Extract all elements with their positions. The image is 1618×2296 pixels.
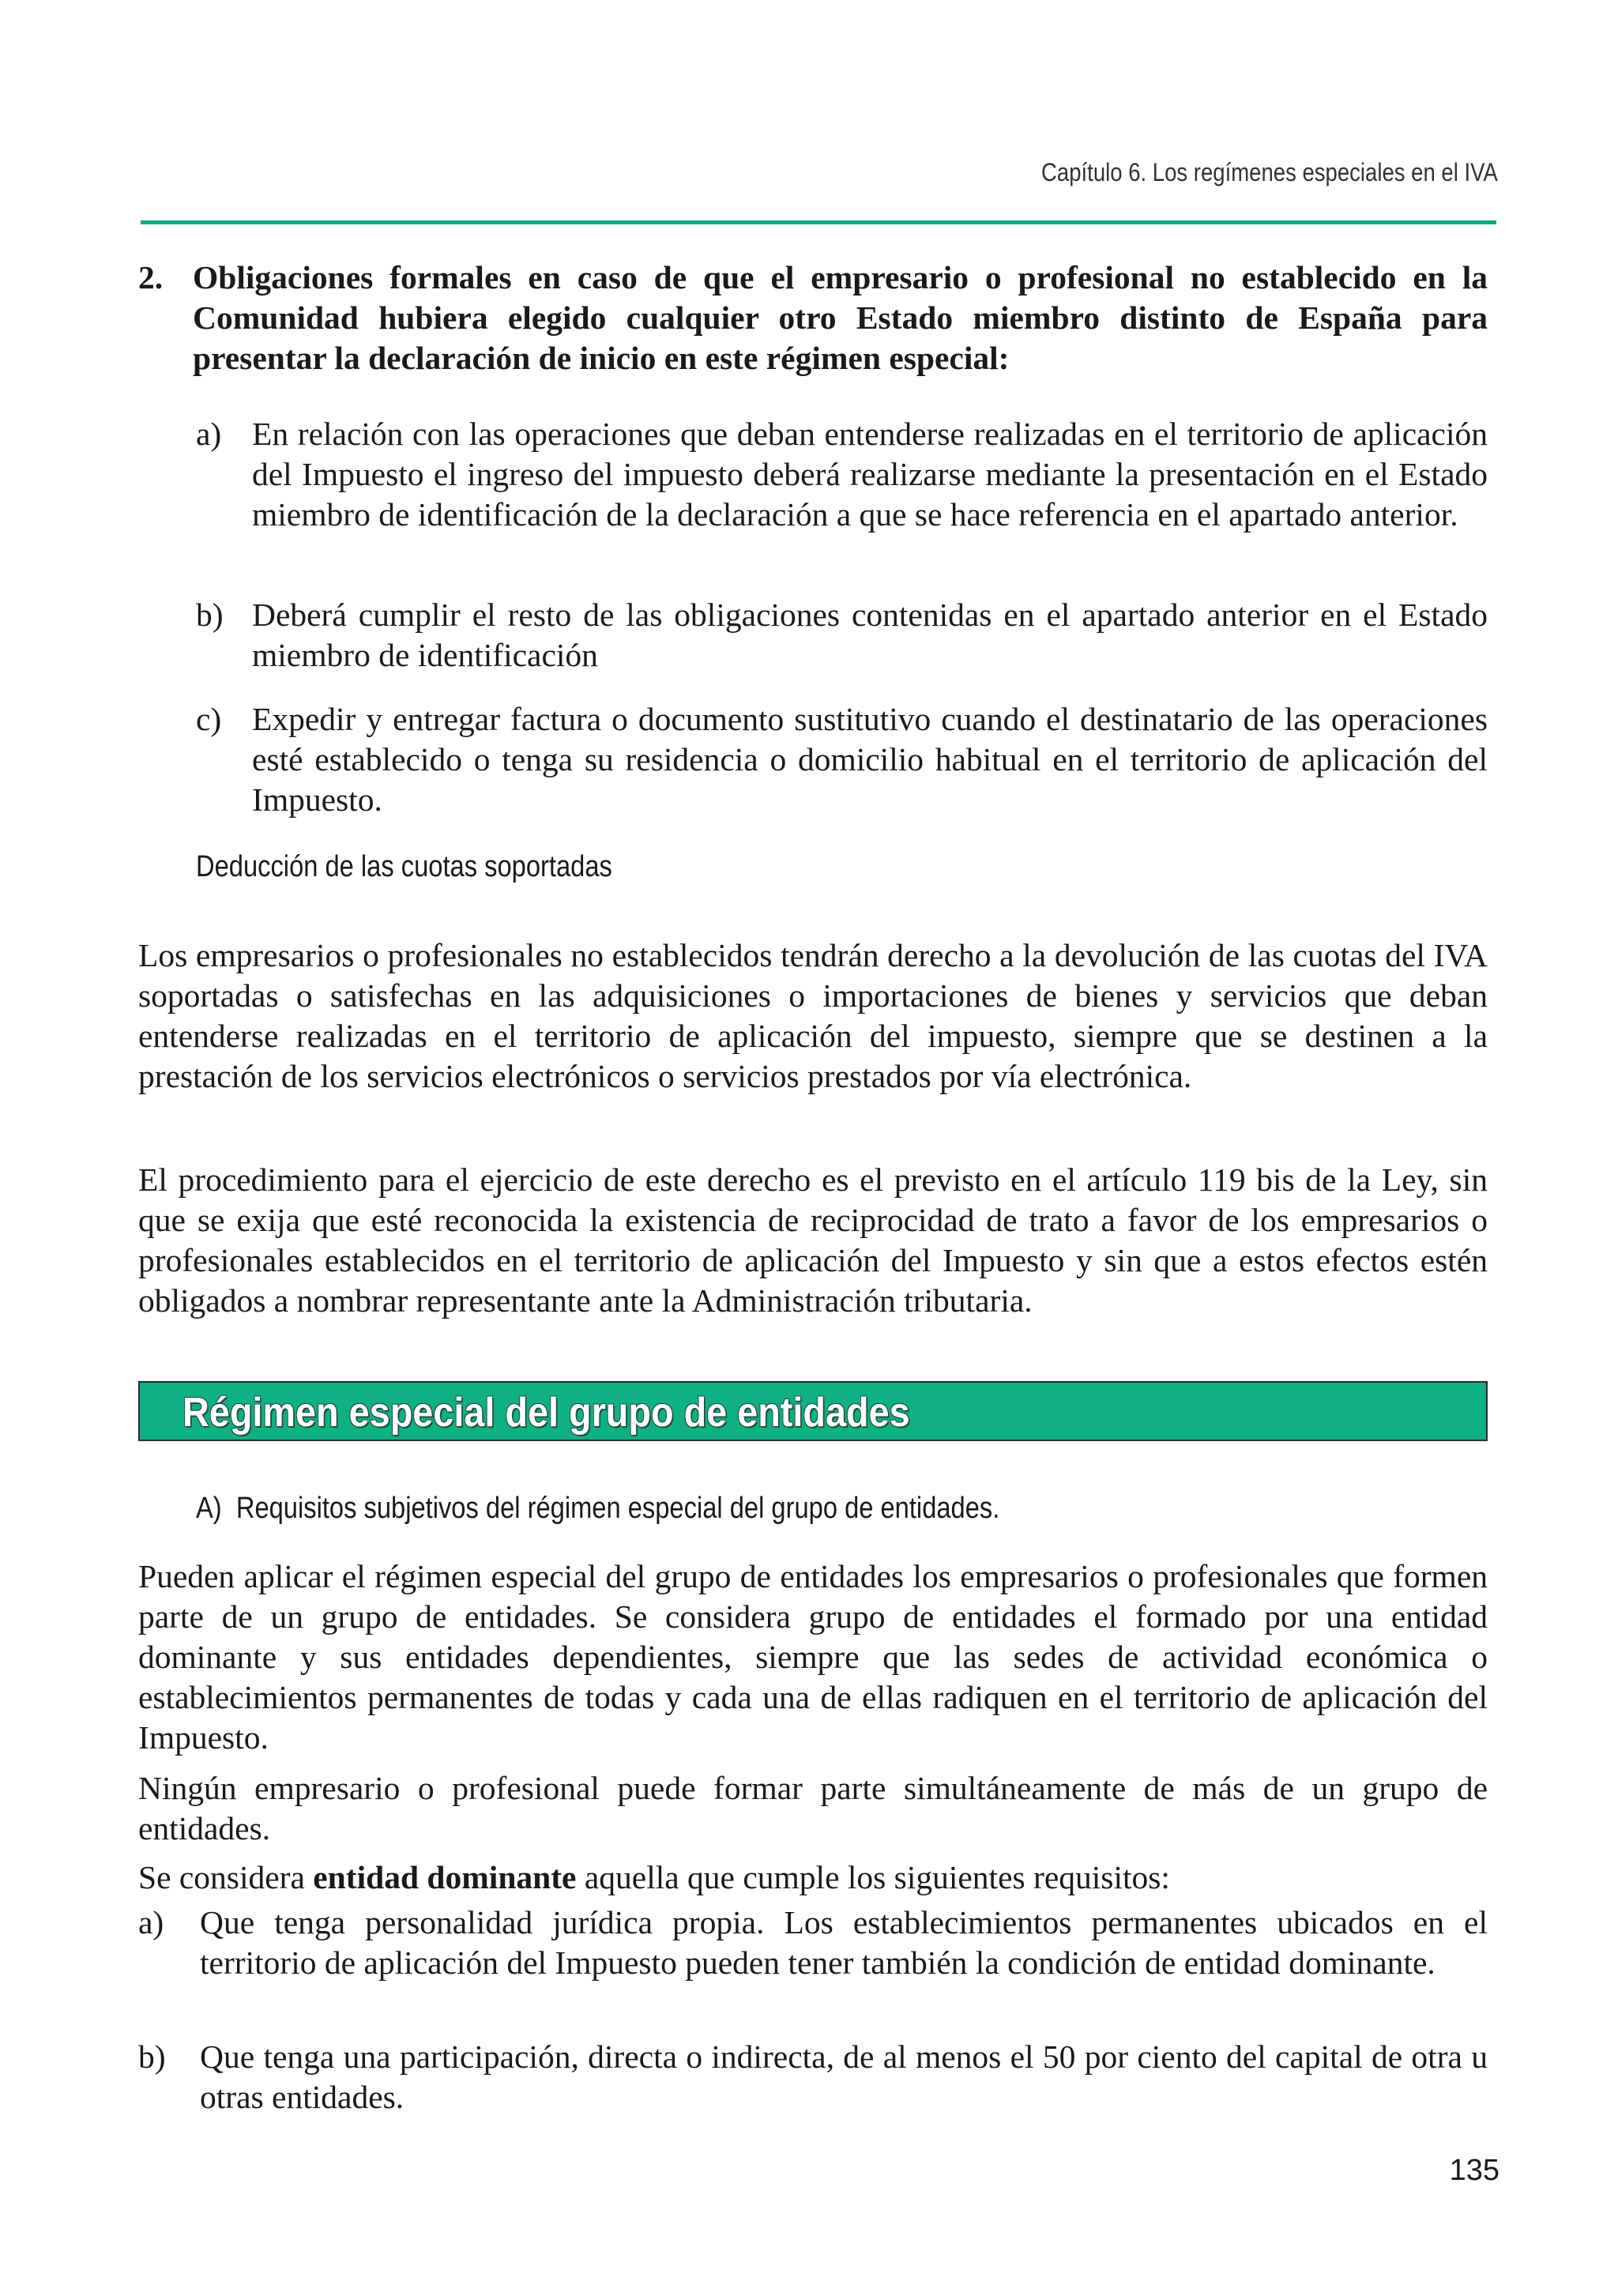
obligations-list-c — [196, 699, 1488, 820]
list-item-text: Que tenga una participación, directa o indirecta, de al menos el 50 por ciento del capital de otra u otras entidades. — [200, 2038, 1488, 2115]
paragraph-suffix: aquella que cumple los siguientes requisitos: — [576, 1859, 1170, 1895]
paragraph-text: Pueden aplicar el régimen especial del grupo de entidades los empresarios o profesionales que formen parte de un grupo de entidades. Se considera grupo de entidades el formado por una entidad dominante y sus entidades dependientes, siempre que las sedes de actividad económica o establecimientos permanentes de todas y cada una de ellas radiquen en el territorio de aplicación del Impuesto. — [138, 1558, 1488, 1756]
obligations-list-b — [196, 595, 1488, 676]
requirements-list — [138, 1903, 1488, 1983]
list-item-text: Deberá cumplir el resto de las obligaciones contenidas en el apartado anterior en el Estado miembro de identificación — [252, 597, 1488, 673]
list-item-text: En relación con las operaciones que deban entenderse realizadas en el territorio de aplicación del Impuesto el ingreso del impuesto deberá realizarse mediante la presentación en el Estado miembro de identificación de la declaración a que se hace referencia en el apartado anterior. — [252, 416, 1488, 533]
paragraph-text: Los empresarios o profesionales no establecidos tendrán derecho a la devolución de las cuotas del IVA soportadas o satisfechas en las adquisiciones o importaciones de bienes y servicios que deban entenderse realizadas en el territorio de aplicación del impuesto, siempre que se destinen a la prestación de los servicios electrónicos o servicios prestados por vía electrónica. — [138, 937, 1488, 1094]
paragraph-text: Ningún empresario o profesional puede formar parte simultáneamente de más de un grupo de entidades. — [138, 1770, 1488, 1846]
item-heading-text: Obligaciones formales en caso de que el empresario o profesional no establecido en la Comunidad hubiera elegido cualquier otro Estado miembro distinto de España para presentar la declaración de inicio en este régimen especial: — [193, 259, 1488, 376]
bold-term: entidad dominante — [313, 1859, 577, 1895]
list-marker: b) — [138, 2038, 166, 2075]
list-item — [138, 1903, 1488, 1983]
list-item — [196, 699, 1488, 820]
section-title: Régimen especial del grupo de entidades — [182, 1390, 910, 1436]
list-item — [138, 2037, 1488, 2117]
page-number: 135 — [1449, 2154, 1499, 2187]
list-item — [196, 595, 1488, 676]
list-item-text: Que tenga personalidad jurídica propia. Los establecimientos permanentes ubicados en el territorio de aplicación del Impuesto pueden tener también la condición de entidad dominante. — [200, 1904, 1488, 1981]
subsection-heading: Deducción de las cuotas soportadas — [196, 850, 612, 883]
requirements-list-b — [138, 2037, 1488, 2117]
section-banner — [138, 1381, 1488, 1441]
running-header: Capítulo 6. Los regímenes especiales en el IVA — [1041, 158, 1498, 186]
list-marker: a) — [138, 1904, 164, 1940]
paragraph-prefix: Se considera — [138, 1859, 314, 1895]
numbered-heading — [138, 258, 1488, 378]
paragraph — [138, 1160, 1488, 1321]
paragraph-text — [138, 1858, 1488, 1898]
paragraph — [138, 1858, 1488, 1898]
list-marker: a) — [196, 416, 222, 452]
subsection-heading-a: A) Requisitos subjetivos del régimen especial del grupo de entidades. — [196, 1492, 1000, 1525]
list-marker: b) — [196, 597, 224, 633]
list-marker: c) — [196, 701, 222, 737]
header-rule — [141, 220, 1496, 224]
list-item-text: Expedir y entregar factura o documento sustitutivo cuando el destinatario de las operaciones esté establecido o tenga su residencia o domicilio habitual en el territorio de aplicación del Impuesto. — [252, 701, 1488, 818]
item-number: 2. — [138, 259, 164, 295]
paragraph-text: El procedimiento para el ejercicio de este derecho es el previsto en el artículo 119 bis de la Ley, sin que se exija que esté reconocida la existencia de reciprocidad de trato a favor de los empresarios o profesionales establecidos en el territorio de aplicación del Impuesto y sin que a estos efectos estén obligados a nombrar representante ante la Administración tributaria. — [138, 1161, 1488, 1319]
obligations-list — [196, 414, 1488, 535]
paragraph — [138, 1556, 1488, 1758]
list-item — [196, 414, 1488, 535]
paragraph — [138, 1768, 1488, 1849]
paragraph — [138, 935, 1488, 1097]
